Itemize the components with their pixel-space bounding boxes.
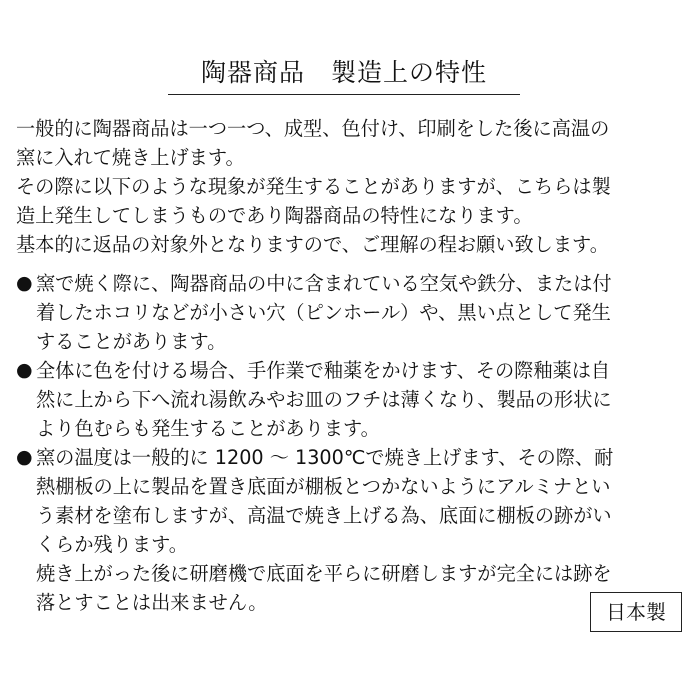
bullet-line: 全体に色を付ける場合、手作業で釉薬をかけます、その際釉薬は自 xyxy=(36,359,611,382)
note-line: 落とすことは出来ません。 xyxy=(36,591,268,614)
bullet-line: 窯で焼く際に、陶器商品の中に含まれている空気や鉄分、または付 xyxy=(36,272,612,295)
note-line: 焼き上がった後に研磨機で底面を平らに研磨しますが完全には跡を xyxy=(36,562,612,585)
intro-line: その際に以下のような現象が発生することがありますが、こちらは製 xyxy=(16,175,611,198)
list-item xyxy=(16,269,696,356)
bullet-icon: ● xyxy=(16,446,33,468)
list-item xyxy=(16,356,696,443)
bullet-line: より色むらも発生することがあります。 xyxy=(36,417,380,440)
page-title: 陶器商品 製造上の特性 xyxy=(200,58,487,87)
made-in-japan-badge: 日本製 xyxy=(590,592,682,632)
intro-line: 一般的に陶器商品は一つ一つ、成型、色付け、印刷をした後に高温の xyxy=(16,117,610,140)
bullet-line: 窯の温度は一般的に 1200 ～ 1300℃で焼き上げます、その際、耐 xyxy=(36,446,614,469)
bullet-line: することがあります。 xyxy=(36,330,227,353)
bullet-line: 然に上から下へ流れ湯飲みやお皿のフチは薄くなり、製品の形状に xyxy=(36,388,612,411)
intro-line: 窯に入れて焼き上げます。 xyxy=(16,146,245,169)
intro-line: 基本的に返品の対象外となりますので、ご理解の程お願い致します。 xyxy=(16,233,609,256)
bullet-line: 熱棚板の上に製品を置き底面が棚板とつかないようにアルミナとい xyxy=(36,475,611,498)
bullet-line: くらか残ります。 xyxy=(36,533,188,556)
bullet-line: う素材を塗布しますが、高温で焼き上げる為、底面に棚板の跡がい xyxy=(36,504,612,527)
intro-line: 造上発生してしまうものであり陶器商品の特性になります。 xyxy=(16,204,533,227)
bullet-icon: ● xyxy=(16,272,33,294)
characteristics-list xyxy=(16,269,696,617)
intro-paragraph xyxy=(16,114,696,259)
bullet-icon: ● xyxy=(16,359,33,381)
title-block xyxy=(168,56,520,95)
bullet-line: 着したホコリなどが小さい穴（ピンホール）や、黒い点として発生 xyxy=(36,301,611,324)
list-item xyxy=(16,443,696,559)
